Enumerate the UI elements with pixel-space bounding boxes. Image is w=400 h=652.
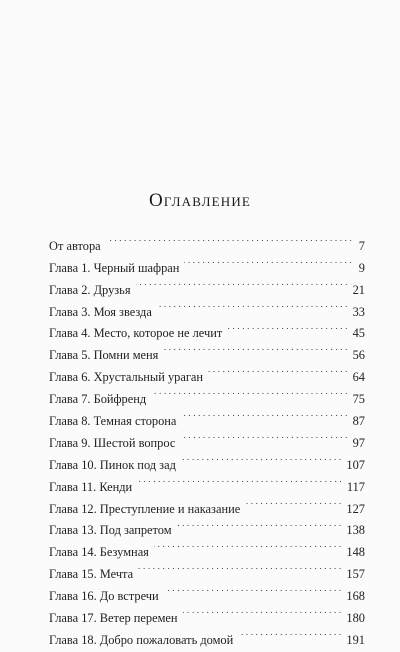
- toc-entry-label: Глава 4. Место, которое не лечит: [49, 326, 223, 341]
- toc-entry-page: 107: [346, 457, 365, 472]
- toc-list: [49, 228, 365, 647]
- toc-entry-label: Глава 12. Преступление и наказание: [49, 501, 241, 516]
- toc-entry-label: От автора: [49, 238, 101, 253]
- toc-entry-page: 191: [346, 632, 365, 647]
- toc-entry-label: Глава 10. Пинок под зад: [49, 457, 176, 472]
- dot-leader: [151, 381, 347, 403]
- dot-leader: [184, 250, 352, 272]
- dot-leader: [181, 447, 342, 469]
- toc-entry-page: 138: [346, 523, 365, 538]
- dot-leader: [177, 513, 342, 535]
- dot-leader: [180, 425, 347, 447]
- toc-entry-page: 148: [346, 545, 365, 560]
- dot-leader: [208, 359, 348, 381]
- toc-entry-page: 33: [352, 304, 365, 319]
- dot-leader: [164, 578, 342, 600]
- toc-entry-label: Глава 7. Бойфренд: [49, 392, 147, 407]
- toc-entry-label: Глава 2. Друзья: [49, 282, 131, 297]
- dot-leader: [181, 403, 347, 425]
- toc-entry-page: 64: [352, 370, 365, 385]
- toc-entry-label: Глава 13. Под запретом: [49, 523, 172, 538]
- dot-leader: [106, 228, 352, 250]
- toc-entry-page: 75: [352, 392, 365, 407]
- dot-leader: [238, 622, 341, 644]
- toc-entry-page: 56: [352, 348, 365, 363]
- toc-entry-page: 87: [352, 414, 365, 429]
- dot-leader: [138, 556, 341, 578]
- toc-entry-page: 21: [352, 282, 365, 297]
- dot-leader: [157, 294, 348, 316]
- toc-entry-label: Глава 5. Помни меня: [49, 348, 159, 363]
- dot-leader: [163, 337, 347, 359]
- toc-entry-label: Глава 1. Черный шафран: [49, 260, 180, 275]
- toc-entry-label: Глава 9. Шестой вопрос: [49, 435, 176, 450]
- toc-entry: [49, 228, 365, 253]
- toc-entry-label: Глава 15. Мечта: [49, 567, 134, 582]
- toc-entry-label: Глава 6. Хрустальный ураган: [49, 370, 204, 385]
- toc-entry-label: Глава 18. Добро пожаловать домой: [49, 632, 234, 647]
- toc-entry-page: 97: [352, 435, 365, 450]
- toc-entry-label: Глава 17. Ветер перемен: [49, 611, 178, 626]
- toc-entry-page: 117: [346, 479, 365, 494]
- toc-title: Оглавление: [148, 190, 252, 211]
- toc-entry-page: 7: [358, 238, 365, 253]
- toc-entry-label: Глава 11. Кенди: [49, 479, 133, 494]
- toc-entry-page: 157: [346, 567, 365, 582]
- toc-entry-label: Глава 3. Моя звезда: [49, 304, 152, 319]
- toc-entry-label: Глава 14. Безумная: [49, 545, 149, 560]
- toc-entry-label: Глава 8. Темная сторона: [49, 414, 177, 429]
- toc-entry-page: 45: [352, 326, 365, 341]
- dot-leader: [136, 272, 348, 294]
- toc-entry-page: 168: [346, 589, 365, 604]
- toc-entry-page: 180: [346, 611, 365, 626]
- dot-leader: [227, 316, 347, 338]
- dot-leader: [245, 491, 341, 513]
- dot-leader: [137, 469, 342, 491]
- dot-leader: [154, 534, 342, 556]
- dot-leader: [183, 600, 342, 622]
- toc-entry-label: Глава 16. До встречи: [49, 589, 159, 604]
- toc-entry-page: 9: [358, 260, 365, 275]
- toc-entry-page: 127: [346, 501, 365, 516]
